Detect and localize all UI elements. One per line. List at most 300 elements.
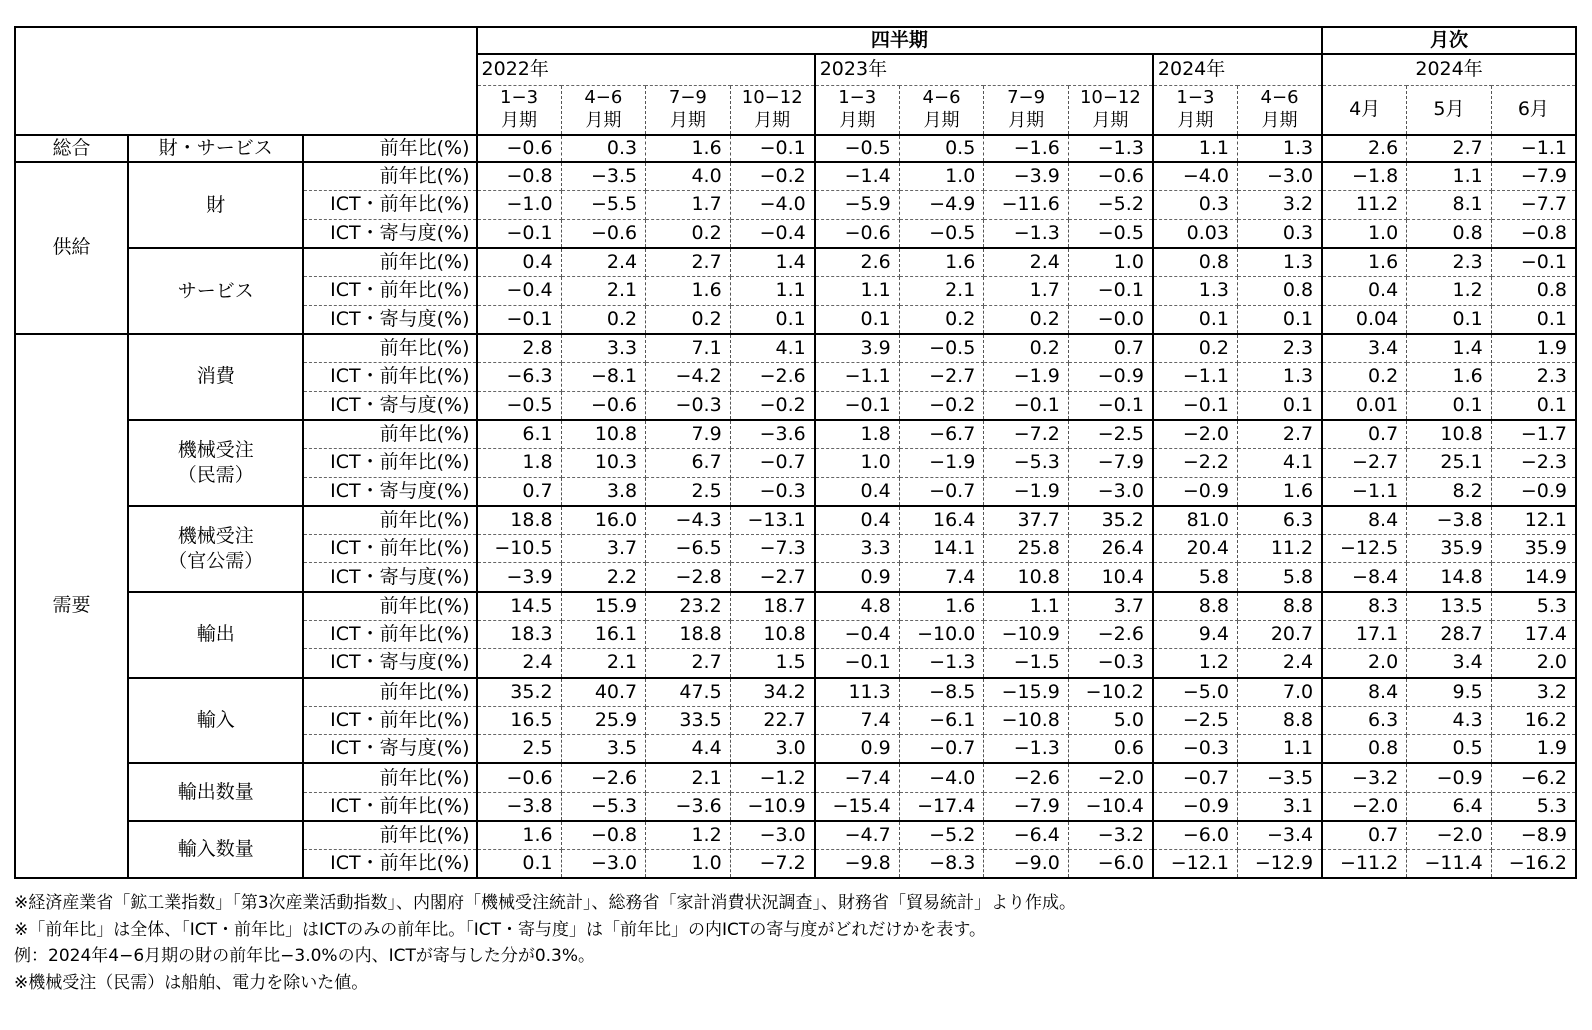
value-cell: −1.3 (984, 219, 1069, 248)
group-cell (128, 763, 303, 820)
value-cell: 6.1 (477, 420, 562, 449)
value-cell: 2.0 (1322, 649, 1407, 678)
value-cell: −0.1 (730, 135, 815, 162)
value-cell: 28.7 (1407, 620, 1492, 649)
year-label: 2024年 (1153, 54, 1322, 85)
value-cell: −3.8 (1407, 506, 1492, 535)
quarter-suffix: 月期 (1177, 109, 1214, 131)
value-cell: −5.3 (984, 448, 1069, 477)
value-cell: 0.2 (984, 305, 1069, 334)
quarter-suffix: 月期 (839, 109, 876, 131)
value-cell: −7.9 (984, 792, 1069, 821)
value-cell: −0.6 (1068, 162, 1153, 191)
value-cell: 0.2 (1322, 362, 1407, 391)
value-cell: −0.4 (730, 219, 815, 248)
value-cell: 2.1 (561, 277, 646, 306)
value-cell: 9.4 (1153, 620, 1238, 649)
value-cell: 13.5 (1407, 592, 1492, 621)
value-cell: 3.3 (815, 534, 900, 563)
value-cell: −8.5 (899, 678, 984, 707)
quarter-suffix: 月期 (669, 109, 706, 131)
row-label: ICT・前年比(%) (303, 849, 476, 878)
value-cell: 2.5 (646, 477, 731, 506)
group-name: 財 (206, 193, 226, 216)
quarter-header (646, 85, 731, 135)
quarter-range: 4−6 (1260, 87, 1299, 109)
category-cell: 需要 (15, 334, 128, 878)
group-cell (128, 162, 303, 248)
value-cell: 5.0 (1068, 706, 1153, 735)
value-cell: 6.7 (646, 448, 731, 477)
value-cell: 25.8 (984, 534, 1069, 563)
value-cell: 0.1 (477, 849, 562, 878)
quarter-range: 1−3 (500, 87, 539, 109)
value-cell: 6.4 (1407, 792, 1492, 821)
table-row (15, 506, 1576, 535)
value-cell: 2.8 (477, 334, 562, 363)
value-cell: 1.2 (646, 821, 731, 850)
ict-statistics-table (14, 26, 1577, 879)
value-cell: 0.03 (1153, 219, 1238, 248)
group-cell (128, 420, 303, 506)
value-cell: 5.3 (1491, 592, 1576, 621)
value-cell: 1.4 (1407, 334, 1492, 363)
group-name-sub: （官公需） (168, 549, 264, 572)
value-cell: −0.9 (1491, 477, 1576, 506)
quarter-suffix: 月期 (1008, 109, 1045, 131)
row-label: 前年比(%) (303, 678, 476, 707)
value-cell: −0.9 (1068, 362, 1153, 391)
value-cell: 1.3 (1237, 248, 1322, 277)
value-cell: 1.9 (1491, 334, 1576, 363)
value-cell: −0.1 (477, 219, 562, 248)
value-cell: 11.2 (1322, 191, 1407, 220)
value-cell: 0.2 (899, 305, 984, 334)
value-cell: 26.4 (1068, 534, 1153, 563)
value-cell: 0.4 (815, 506, 900, 535)
value-cell: −12.5 (1322, 534, 1407, 563)
value-cell: −0.7 (1153, 763, 1238, 792)
value-cell: 0.5 (899, 135, 984, 162)
quarter-range: 7−9 (668, 87, 707, 109)
value-cell: −3.9 (984, 162, 1069, 191)
value-cell: 4.3 (1407, 706, 1492, 735)
value-cell: −5.2 (899, 821, 984, 850)
value-cell: 1.6 (1322, 248, 1407, 277)
value-cell: 14.8 (1407, 563, 1492, 592)
value-cell: −3.2 (1068, 821, 1153, 850)
value-cell: 6.3 (1322, 706, 1407, 735)
value-cell: −10.9 (984, 620, 1069, 649)
value-cell: −1.0 (477, 191, 562, 220)
value-cell: 1.2 (1153, 649, 1238, 678)
value-cell: 37.7 (984, 506, 1069, 535)
category-cell: 供給 (15, 162, 128, 334)
quarter-header (815, 85, 900, 135)
value-cell: 2.6 (1322, 135, 1407, 162)
value-cell: 3.3 (561, 334, 646, 363)
value-cell: −1.3 (1068, 135, 1153, 162)
value-cell: 1.7 (646, 191, 731, 220)
value-cell: 8.2 (1407, 477, 1492, 506)
value-cell: 3.5 (561, 735, 646, 764)
value-cell: 3.7 (561, 534, 646, 563)
row-label: ICT・寄与度(%) (303, 649, 476, 678)
quarter-header (1237, 85, 1322, 135)
value-cell: 2.7 (1237, 420, 1322, 449)
value-cell: −2.7 (1322, 448, 1407, 477)
group-name: 機械受注 (177, 524, 254, 547)
footnote-definition: ※「前年比」は全体、「ICT・前年比」はICTのみの前年比。「ICT・寄与度」は「前年比」の内ICTの寄与度がどれだけかを表す。 (14, 919, 986, 940)
value-cell: −11.4 (1407, 849, 1492, 878)
value-cell: 33.5 (646, 706, 731, 735)
value-cell: 2.4 (984, 248, 1069, 277)
value-cell: 0.8 (1491, 277, 1576, 306)
value-cell: 8.3 (1322, 592, 1407, 621)
value-cell: −8.3 (899, 849, 984, 878)
value-cell: 1.7 (984, 277, 1069, 306)
value-cell: −1.1 (1322, 477, 1407, 506)
value-cell: −5.3 (561, 792, 646, 821)
value-cell: 2.2 (561, 563, 646, 592)
value-cell: −0.9 (1153, 477, 1238, 506)
value-cell: 10.8 (1407, 420, 1492, 449)
value-cell: −1.1 (815, 362, 900, 391)
value-cell: −1.9 (984, 477, 1069, 506)
group-name: 輸入 (196, 709, 235, 732)
value-cell: 0.8 (1153, 248, 1238, 277)
table-row (15, 162, 1576, 191)
value-cell: 1.0 (815, 448, 900, 477)
value-cell: −1.7 (1491, 420, 1576, 449)
value-cell: 0.8 (1407, 219, 1492, 248)
value-cell: 1.1 (1407, 162, 1492, 191)
value-cell: −0.5 (1068, 219, 1153, 248)
value-cell: 8.8 (1153, 592, 1238, 621)
value-cell: 17.4 (1491, 620, 1576, 649)
value-cell: 0.3 (561, 135, 646, 162)
value-cell: 11.3 (815, 678, 900, 707)
value-cell: 18.8 (646, 620, 731, 649)
value-cell: −2.6 (561, 763, 646, 792)
group-name: サービス (177, 279, 254, 302)
value-cell: −3.6 (646, 792, 731, 821)
quarter-header (1068, 85, 1153, 135)
value-cell: 40.7 (561, 678, 646, 707)
value-cell: 1.6 (1407, 362, 1492, 391)
value-cell: −2.5 (1153, 706, 1238, 735)
value-cell: −10.0 (899, 620, 984, 649)
value-cell: 10.8 (561, 420, 646, 449)
value-cell: 1.1 (1153, 135, 1238, 162)
value-cell: −0.2 (730, 391, 815, 420)
value-cell: −6.0 (1068, 849, 1153, 878)
value-cell: −0.6 (477, 763, 562, 792)
value-cell: 0.4 (815, 477, 900, 506)
value-cell: −7.9 (1491, 162, 1576, 191)
value-cell: 18.3 (477, 620, 562, 649)
value-cell: −16.2 (1491, 849, 1576, 878)
value-cell: −0.6 (561, 219, 646, 248)
table-row (15, 821, 1576, 850)
value-cell: −11.6 (984, 191, 1069, 220)
value-cell: −0.7 (899, 735, 984, 764)
value-cell: −4.0 (730, 191, 815, 220)
value-cell: −0.3 (1068, 649, 1153, 678)
value-cell: 3.7 (1068, 592, 1153, 621)
row-label: 前年比(%) (303, 821, 476, 850)
value-cell: 1.1 (815, 277, 900, 306)
value-cell: −0.2 (730, 162, 815, 191)
value-cell: 18.8 (477, 506, 562, 535)
value-cell: 0.9 (815, 735, 900, 764)
value-cell: −5.2 (1068, 191, 1153, 220)
value-cell: 0.3 (1153, 191, 1238, 220)
value-cell: 2.7 (646, 248, 731, 277)
value-cell: 0.8 (1237, 277, 1322, 306)
value-cell: 10.4 (1068, 563, 1153, 592)
value-cell: 0.9 (815, 563, 900, 592)
value-cell: 1.3 (1237, 135, 1322, 162)
table-row (15, 334, 1576, 363)
row-label: 前年比(%) (303, 135, 476, 162)
value-cell: 8.4 (1322, 506, 1407, 535)
value-cell: −0.5 (899, 219, 984, 248)
value-cell: 15.9 (561, 592, 646, 621)
value-cell: 25.1 (1407, 448, 1492, 477)
value-cell: 2.7 (1407, 135, 1492, 162)
value-cell: 0.7 (1322, 420, 1407, 449)
value-cell: 1.3 (1237, 362, 1322, 391)
month-header: 4月 (1322, 85, 1407, 135)
group-cell (128, 334, 303, 420)
value-cell: −0.1 (1491, 248, 1576, 277)
value-cell: −0.5 (477, 391, 562, 420)
value-cell: 1.6 (646, 277, 731, 306)
value-cell: −4.0 (1153, 162, 1238, 191)
value-cell: −2.5 (1068, 420, 1153, 449)
value-cell: 10.8 (730, 620, 815, 649)
value-cell: 1.1 (984, 592, 1069, 621)
table-row (15, 763, 1576, 792)
value-cell: −0.3 (1153, 735, 1238, 764)
value-cell: −10.2 (1068, 678, 1153, 707)
value-cell: 0.1 (1491, 391, 1576, 420)
value-cell: −3.2 (1322, 763, 1407, 792)
group-name: 輸入数量 (177, 838, 254, 861)
table-row (15, 248, 1576, 277)
value-cell: 0.1 (1237, 391, 1322, 420)
footnotes (14, 890, 1577, 996)
value-cell: −0.1 (477, 305, 562, 334)
value-cell: −2.0 (1153, 420, 1238, 449)
value-cell: 14.5 (477, 592, 562, 621)
group-name: 機械受注 (177, 439, 254, 462)
quarter-suffix: 月期 (923, 109, 960, 131)
value-cell: 16.4 (899, 506, 984, 535)
value-cell: 10.3 (561, 448, 646, 477)
row-label: ICT・寄与度(%) (303, 219, 476, 248)
value-cell: 1.6 (477, 821, 562, 850)
year-label: 2023年 (815, 54, 1153, 85)
value-cell: 0.04 (1322, 305, 1407, 334)
row-label: ICT・寄与度(%) (303, 391, 476, 420)
value-cell: 3.4 (1322, 334, 1407, 363)
value-cell: 35.9 (1491, 534, 1576, 563)
value-cell: −2.2 (1153, 448, 1238, 477)
value-cell: −2.6 (730, 362, 815, 391)
value-cell: −1.2 (730, 763, 815, 792)
value-cell: 4.1 (1237, 448, 1322, 477)
value-cell: 7.4 (899, 563, 984, 592)
month-header: 6月 (1491, 85, 1576, 135)
value-cell: 1.0 (1322, 219, 1407, 248)
value-cell: 1.9 (1491, 735, 1576, 764)
value-cell: −8.4 (1322, 563, 1407, 592)
value-cell: 16.2 (1491, 706, 1576, 735)
quarter-range: 1−3 (1176, 87, 1215, 109)
value-cell: −4.9 (899, 191, 984, 220)
value-cell: −1.9 (984, 362, 1069, 391)
value-cell: 14.1 (899, 534, 984, 563)
value-cell: 2.7 (646, 649, 731, 678)
row-label: 前年比(%) (303, 592, 476, 621)
value-cell: 0.01 (1322, 391, 1407, 420)
quarter-range: 4−6 (584, 87, 623, 109)
value-cell: 0.1 (1237, 305, 1322, 334)
value-cell: 0.1 (1407, 391, 1492, 420)
value-cell: −1.9 (899, 448, 984, 477)
value-cell: 0.2 (561, 305, 646, 334)
value-cell: −2.7 (730, 563, 815, 592)
value-cell: 0.7 (477, 477, 562, 506)
value-cell: −6.0 (1153, 821, 1238, 850)
value-cell: 18.7 (730, 592, 815, 621)
header-corner (15, 27, 477, 135)
value-cell: 0.8 (1322, 735, 1407, 764)
value-cell: 0.2 (1153, 334, 1238, 363)
value-cell: 7.9 (646, 420, 731, 449)
value-cell: −4.7 (815, 821, 900, 850)
value-cell: 3.2 (1491, 678, 1576, 707)
value-cell: −3.0 (1237, 162, 1322, 191)
value-cell: 1.8 (477, 448, 562, 477)
row-label: 前年比(%) (303, 334, 476, 363)
row-label: ICT・前年比(%) (303, 706, 476, 735)
value-cell: 12.1 (1491, 506, 1576, 535)
header-row-top (15, 27, 1576, 54)
header-monthly: 月次 (1322, 27, 1576, 54)
group-cell: 財・サービス (128, 135, 303, 162)
value-cell: −0.4 (815, 620, 900, 649)
row-label: ICT・寄与度(%) (303, 477, 476, 506)
value-cell: 3.2 (1237, 191, 1322, 220)
value-cell: 8.8 (1237, 592, 1322, 621)
value-cell: −0.1 (1068, 277, 1153, 306)
value-cell: −15.4 (815, 792, 900, 821)
quarter-header (899, 85, 984, 135)
quarter-range: 7−9 (1007, 87, 1046, 109)
value-cell: 0.3 (1237, 219, 1322, 248)
row-label: ICT・前年比(%) (303, 792, 476, 821)
value-cell: 2.5 (477, 735, 562, 764)
group-cell (128, 248, 303, 334)
group-cell (128, 592, 303, 678)
value-cell: −2.6 (984, 763, 1069, 792)
quarter-header (477, 85, 562, 135)
value-cell: 9.5 (1407, 678, 1492, 707)
value-cell: 2.6 (815, 248, 900, 277)
value-cell: −1.5 (984, 649, 1069, 678)
value-cell: 14.9 (1491, 563, 1576, 592)
footnote-machinery: ※機械受注（民需）は船舶、電力を除いた値。 (14, 972, 369, 993)
value-cell: 20.7 (1237, 620, 1322, 649)
value-cell: −2.6 (1068, 620, 1153, 649)
value-cell: −6.2 (1491, 763, 1576, 792)
group-cell (128, 821, 303, 878)
value-cell: 0.2 (646, 219, 731, 248)
value-cell: 5.3 (1491, 792, 1576, 821)
value-cell: 6.3 (1237, 506, 1322, 535)
value-cell: 35.9 (1407, 534, 1492, 563)
value-cell: 1.2 (1407, 277, 1492, 306)
value-cell: −2.0 (1407, 821, 1492, 850)
value-cell: −3.0 (730, 821, 815, 850)
value-cell: −0.6 (561, 391, 646, 420)
value-cell: 10.8 (984, 563, 1069, 592)
value-cell: −17.4 (899, 792, 984, 821)
value-cell: 2.0 (1491, 649, 1576, 678)
category-cell: 総合 (15, 135, 128, 162)
value-cell: −0.7 (730, 448, 815, 477)
quarter-suffix: 月期 (754, 109, 791, 131)
value-cell: 3.9 (815, 334, 900, 363)
value-cell: 35.2 (477, 678, 562, 707)
value-cell: −3.0 (1068, 477, 1153, 506)
value-cell: −13.1 (730, 506, 815, 535)
value-cell: −12.9 (1237, 849, 1322, 878)
value-cell: −10.4 (1068, 792, 1153, 821)
table-row-overall (15, 135, 1576, 162)
quarter-suffix: 月期 (1092, 109, 1129, 131)
value-cell: 1.0 (646, 849, 731, 878)
value-cell: 0.7 (1322, 821, 1407, 850)
value-cell: 2.4 (477, 649, 562, 678)
value-cell: −1.1 (1491, 135, 1576, 162)
quarter-range: 10−12 (1079, 87, 1141, 109)
value-cell: 4.4 (646, 735, 731, 764)
value-cell: 1.6 (899, 248, 984, 277)
value-cell: −0.8 (561, 821, 646, 850)
value-cell: −3.6 (730, 420, 815, 449)
value-cell: −6.3 (477, 362, 562, 391)
value-cell: 5.8 (1153, 563, 1238, 592)
value-cell: −5.0 (1153, 678, 1238, 707)
value-cell: −6.1 (899, 706, 984, 735)
value-cell: −1.3 (984, 735, 1069, 764)
value-cell: −7.2 (984, 420, 1069, 449)
value-cell: 0.2 (984, 334, 1069, 363)
value-cell: 81.0 (1153, 506, 1238, 535)
value-cell: −0.1 (1153, 391, 1238, 420)
value-cell: 2.1 (899, 277, 984, 306)
footnote-example: 例：2024年4−6月期の財の前年比−3.0%の内、ICTが寄与した分が0.3%。 (14, 946, 596, 966)
value-cell: 1.4 (730, 248, 815, 277)
value-cell: 35.2 (1068, 506, 1153, 535)
value-cell: −0.5 (815, 135, 900, 162)
value-cell: 3.8 (561, 477, 646, 506)
value-cell: −3.5 (561, 162, 646, 191)
